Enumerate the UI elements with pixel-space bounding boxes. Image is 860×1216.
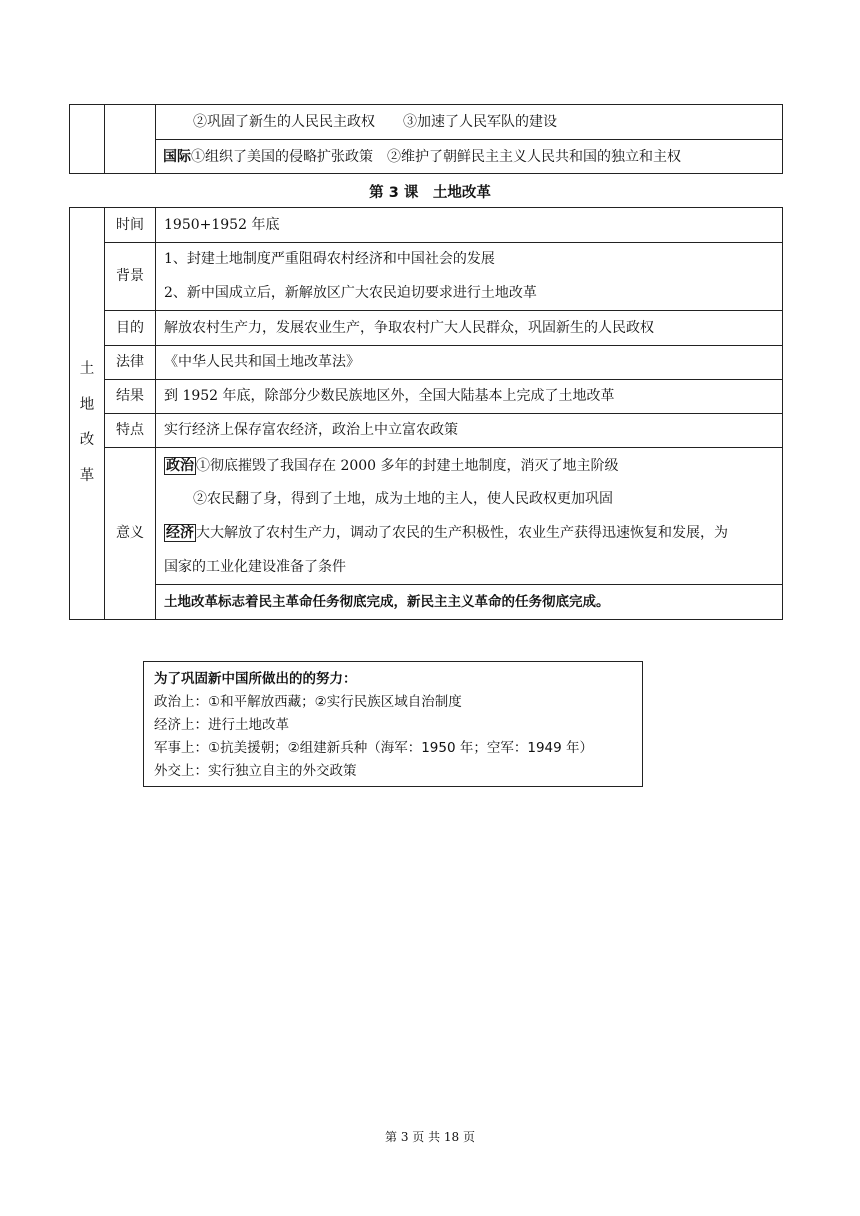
result-value: 到 1952 年底，除部分少数民族地区外，全国大陆基本上完成了土地改革 bbox=[164, 388, 615, 404]
politics-text-1: ①彻底摧毁了我国存在 2000 多年的封建土地制度，消灭了地主阶级 bbox=[196, 458, 619, 474]
purpose-value: 解放农村生产力，发展农业生产，争取农村广大人民群众，巩固新生的人民政权 bbox=[164, 320, 654, 336]
page-footer: 第 3 页 共 18 页 bbox=[385, 1130, 475, 1144]
label-purpose: 目的 bbox=[116, 320, 144, 336]
label-result: 结果 bbox=[116, 388, 144, 404]
summary-line: 军事上：①抗美援朝；②组建新兵种（海军：1950 年；空军：1949 年） bbox=[154, 740, 593, 756]
significance-economy-1 bbox=[164, 523, 728, 543]
significance-economy-2: 国家的工业化建设准备了条件 bbox=[164, 559, 346, 575]
label-feature: 特点 bbox=[116, 422, 144, 438]
label-law: 法律 bbox=[116, 354, 144, 370]
side-label bbox=[69, 352, 105, 494]
side-label-char: 革 bbox=[79, 467, 95, 484]
significance-politics-2: ②农民翻了身，得到了土地，成为土地的主人，使人民政权更加巩固 bbox=[193, 491, 613, 507]
side-label-char: 地 bbox=[79, 396, 95, 413]
politics-tag: 政治 bbox=[166, 458, 194, 474]
significance-politics-1 bbox=[164, 456, 619, 476]
feature-value: 实行经济上保存富农经济，政治上中立富农政策 bbox=[164, 422, 458, 438]
economy-tag: 经济 bbox=[166, 525, 194, 541]
background-line-2: 2、新中国成立后，新解放区广大农民迫切要求进行土地改革 bbox=[164, 285, 537, 301]
summary-line: 经济上：进行土地改革 bbox=[154, 717, 289, 733]
summary-box bbox=[143, 661, 643, 787]
time-value: 1950+1952 年底 bbox=[164, 217, 280, 233]
summary-line: 外交上：实行独立自主的外交政策 bbox=[154, 763, 357, 779]
summary-line: 政治上：①和平解放西藏；②实行民族区域自治制度 bbox=[154, 694, 462, 710]
law-value: 《中华人民共和国土地改革法》 bbox=[164, 354, 360, 370]
label-background: 背景 bbox=[116, 268, 144, 284]
international-label: 国际 bbox=[163, 149, 191, 165]
label-significance: 意义 bbox=[116, 525, 144, 541]
summary-title: 为了巩固新中国所做出的的努力： bbox=[154, 671, 357, 687]
background-line-1: 1、封建土地制度严重阻碍农村经济和中国社会的发展 bbox=[164, 251, 495, 267]
side-label-char: 土 bbox=[79, 361, 95, 377]
top-table-row-1: ②巩固了新生的人民民主政权 ③加速了人民军队的建设 bbox=[193, 114, 557, 130]
lesson-title: 第 3 课 土地改革 bbox=[369, 185, 491, 201]
side-label-char: 改 bbox=[79, 432, 95, 448]
international-text: ①组织了美国的侵略扩张政策 ②维护了朝鲜民主主义人民共和国的独立和主权 bbox=[191, 149, 681, 165]
label-time: 时间 bbox=[116, 217, 144, 233]
economy-text-1: 大大解放了农村生产力，调动了农民的生产积极性，农业生产获得迅速恢复和发展，为 bbox=[196, 525, 728, 541]
top-table-row-2 bbox=[163, 147, 681, 167]
conclusion: 土地改革标志着民主革命任务彻底完成，新民主主义革命的任务彻底完成。 bbox=[164, 594, 610, 610]
